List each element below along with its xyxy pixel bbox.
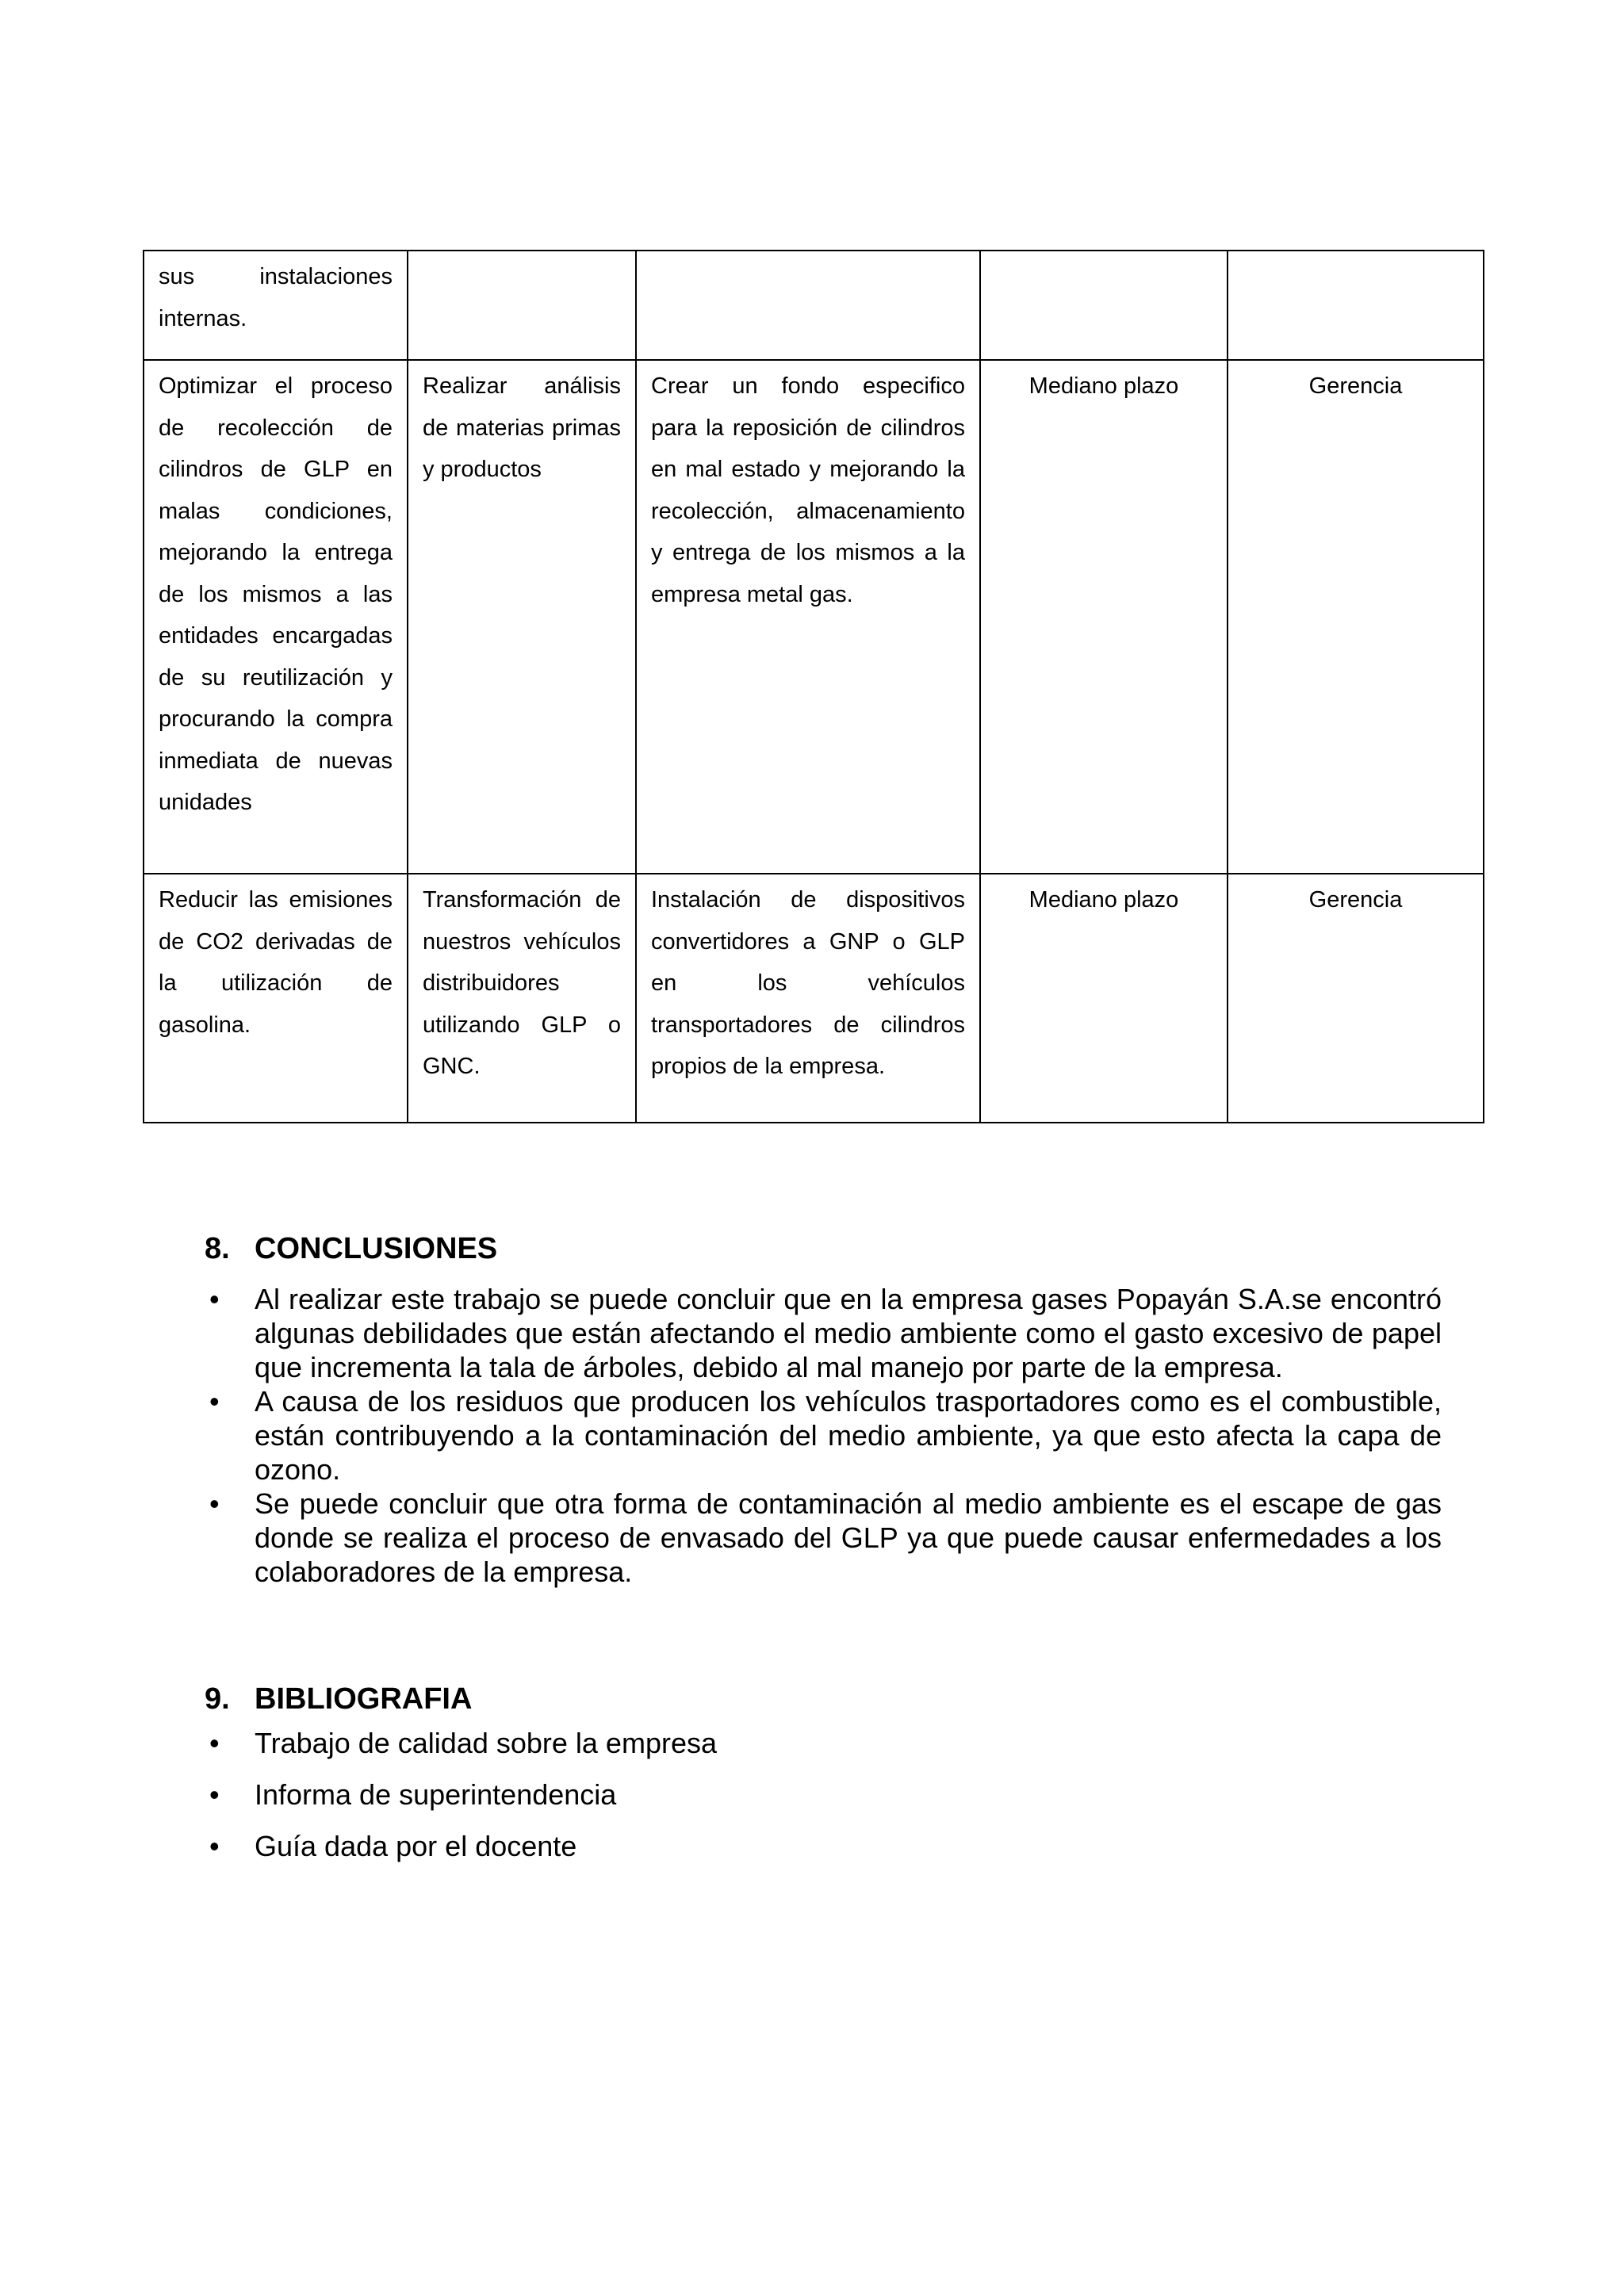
- list-item-text: A causa de los residuos que producen los vehículos trasportadores como es el combustible, están contribuyendo a la contaminación del medio ambiente, ya que esto afecta la capa de ozono.: [255, 1385, 1442, 1486]
- table-row: [144, 874, 1484, 1123]
- conclusions-heading: [205, 1232, 1442, 1266]
- table-cell-responsible: Gerencia: [1228, 360, 1484, 874]
- table-cell-action: Instalación de dispositivos convertidores a GNP o GLP en los vehículos transportadores de cilindros propios de la empresa.: [636, 874, 980, 1123]
- table-cell-objective: Optimizar el proceso de recolección de cilindros de GLP en malas condiciones, mejorando la entrega de los mismos a las entidades encargadas de su reutilización y procurando la compra inmediata de nuevas unidades: [144, 360, 408, 874]
- table-cell-activity: Realizar análisis de materias primas y productos: [408, 360, 636, 874]
- table-cell-activity: [408, 251, 636, 360]
- list-item: [205, 1726, 1442, 1760]
- table: [143, 250, 1484, 1123]
- table-cell-responsible: Gerencia: [1228, 874, 1484, 1123]
- table-row: [144, 251, 1484, 360]
- list-item: [205, 1282, 1442, 1384]
- action-plan-table: [143, 250, 1483, 1123]
- section-number: 8.: [205, 1232, 230, 1265]
- list-item-text: Guía dada por el docente: [255, 1830, 577, 1862]
- table-cell-term: Mediano plazo: [980, 874, 1228, 1123]
- list-item-text: Al realizar este trabajo se puede concluir que en la empresa gases Popayán S.A.se encontró algunas debilidades que están afectando el medio ambiente como el gasto excesivo de papel que incrementa la tala de árboles, debido al mal manejo por parte de la empresa.: [255, 1283, 1442, 1383]
- bullet-icon: •: [209, 1830, 220, 1862]
- conclusions-section: [205, 1232, 1442, 1589]
- bullet-icon: •: [209, 1727, 220, 1759]
- list-item: [205, 1384, 1442, 1487]
- bullet-icon: •: [209, 1385, 220, 1418]
- conclusions-list: [205, 1282, 1442, 1589]
- bullet-icon: •: [209, 1283, 220, 1315]
- bibliography-list: [205, 1726, 1442, 1863]
- table-cell-action: [636, 251, 980, 360]
- section-title: BIBLIOGRAFIA: [255, 1682, 473, 1716]
- bibliography-heading: [205, 1682, 1442, 1716]
- list-item: [205, 1829, 1442, 1863]
- list-item: [205, 1777, 1442, 1812]
- list-item: [205, 1487, 1442, 1589]
- list-item-text: Trabajo de calidad sobre la empresa: [255, 1727, 717, 1759]
- bibliography-section: [205, 1682, 1442, 1881]
- section-number: 9.: [205, 1682, 230, 1716]
- table-cell-term: Mediano plazo: [980, 360, 1228, 874]
- table-cell-responsible: [1228, 251, 1484, 360]
- table-cell-activity: Transformación de nuestros vehículos distribuidores utilizando GLP o GNC.: [408, 874, 636, 1123]
- bullet-icon: •: [209, 1778, 220, 1811]
- list-item-text: Informa de superintendencia: [255, 1778, 617, 1811]
- list-item-text: Se puede concluir que otra forma de contaminación al medio ambiente es el escape de gas donde se realiza el proceso de envasado del GLP ya que puede causar enfermedades a los colaboradores de la empresa.: [255, 1487, 1442, 1588]
- section-title: CONCLUSIONES: [255, 1232, 498, 1265]
- table-cell-action: Crear un fondo especifico para la reposición de cilindros en mal estado y mejorando la recolección, almacenamiento y entrega de los mismos a la empresa metal gas.: [636, 360, 980, 874]
- table-cell-term: [980, 251, 1228, 360]
- table-cell-objective: sus instalaciones internas.: [144, 251, 408, 360]
- bullet-icon: •: [209, 1487, 220, 1520]
- table-row: [144, 360, 1484, 874]
- table-cell-objective: Reducir las emisiones de CO2 derivadas de la utilización de gasolina.: [144, 874, 408, 1123]
